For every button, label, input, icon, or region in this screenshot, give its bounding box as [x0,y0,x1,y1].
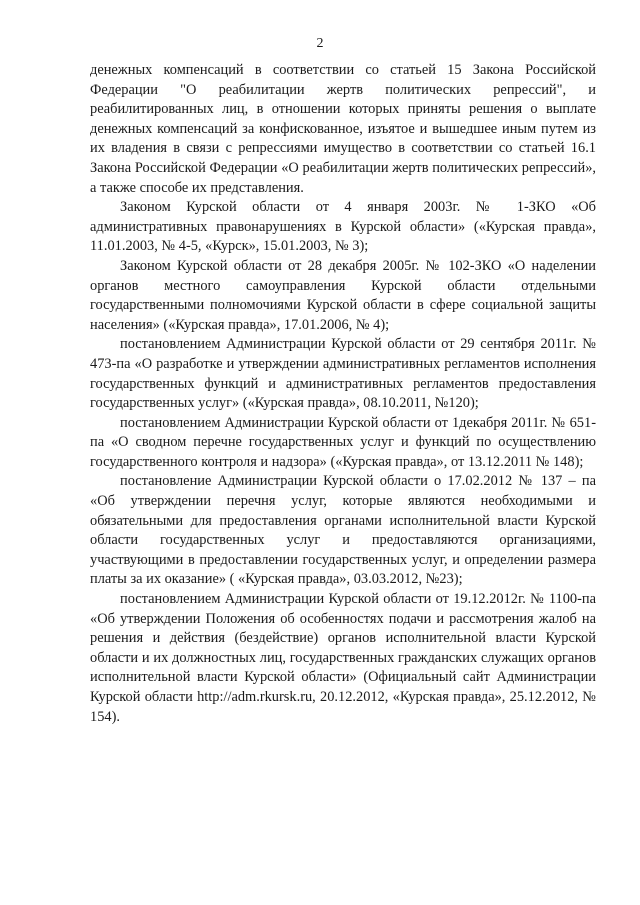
paragraph-resolution-1100: постановлением Администрации Курской области от 19.12.2012г. № 1100-па «Об утверждении Положения об особенностях подачи и рассмотрения жалоб на решения и действия (бездействие) органов исполнительной власти Курской области и их должностных лиц, государственных гражданских служащих органов исполнительной власти Курской области» (Официальный сайт Администрации Курской области http://adm.rkursk.ru, 20.12.2012, «Курская правда», 25.12.2012, № 154). [90,591,596,725]
paragraph-law-2003: Законом Курской области от 4 января 2003г. № 1-ЗКО «Об административных правонарушениях в Курской области» («Курская правда», 11.01.2003, № 4-5, «Курск», 15.01.2003, № 3); [90,199,596,255]
paragraph-compensation: денежных компенсаций в соответствии со статьей 15 Закона Российской Федерации "О реабилитации жертв политических репрессий", и реабилитированных лиц, в отношении которых приняты решения о выплате денежных компенсаций за конфискованное, изъятое и вышедшее иным путем из их владения в связи с репрессиями имущество в соответствии со статьей 16.1 Закона Российской Федерации «О реабилитации жертв политических репрессий», а также способе их представления. [90,62,596,196]
paragraph-resolution-651: постановлением Администрации Курской области от 1декабря 2011г. № 651-па «О сводном перечне государственных услуг и функций по осуществлению государственного контроля и надзора» («Курская правда», от 13.12.2011 № 148); [90,414,596,470]
page-number: 2 [316,36,324,51]
paragraph-resolution-473: постановлением Администрации Курской области от 29 сентября 2011г. № 473-па «О разработке и утверждении административных регламентов исполнения государственных функций и административных регламентов предоставления государственных услуг» («Курская правда», 08.10.2011, №120); [90,336,596,412]
paragraph-resolution-137: постановление Администрации Курской области о 17.02.2012 № 137 – па «Об утверждении перечня услуг, которые являются необходимыми и обязательными для предоставления органами исполнительной власти Курской области государственных услуг и предоставляются организациями, участвующими в предоставлении государственных услуг, и определении размера платы за их оказание» ( «Курская правда», 03.03.2012, №23); [90,473,596,588]
paragraph-law-2005: Законом Курской области от 28 декабря 2005г. № 102-ЗКО «О наделении органов местного самоуправления Курской области отдельными государственными полномочиями Курской области в сфере социальной защиты населения» («Курская правда», 17.01.2006, № 4); [90,257,596,333]
document-body [90,61,596,727]
